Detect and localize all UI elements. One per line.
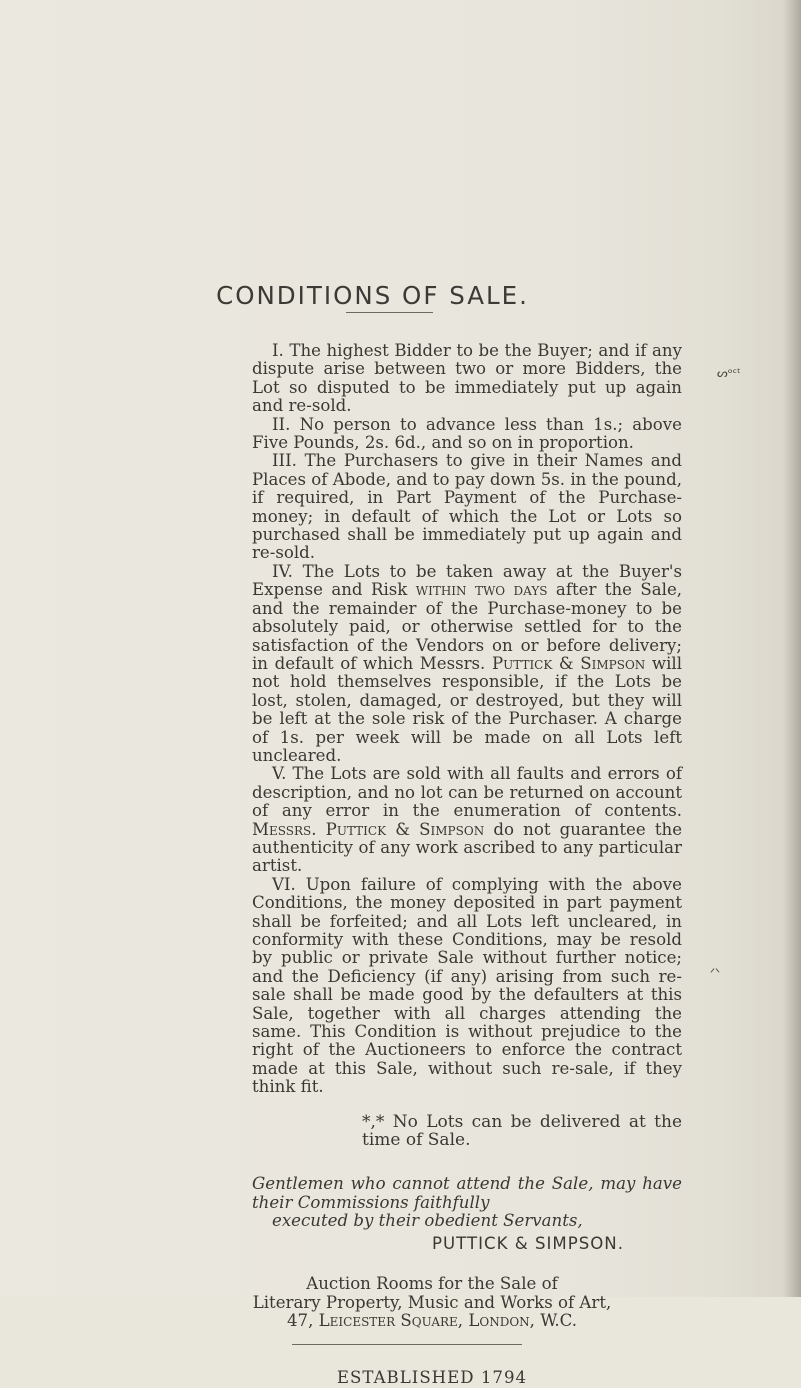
condition-numeral: VI. [272, 874, 296, 894]
condition-4 [252, 563, 682, 765]
condition-text: after the Sale, and the remainder of the Purchase-money to be absolutely paid, or otherwise settled for to the satisfaction of the Vendors on or before delivery; in default of which Messrs. [252, 580, 683, 673]
firm-name: PUTTICK & SIMPSON. [431, 1233, 624, 1253]
condition-text: The Lots to be taken away at the Buyer's Expense and Risk [252, 561, 682, 600]
condition-5 [252, 765, 682, 875]
firm-name-inline: Puttick & Simpson [491, 653, 646, 673]
title-rule [346, 312, 433, 313]
condition-text: do not guarantee the authenticity of any work ascribed to any particular artist. [252, 819, 683, 876]
page-edge-shadow [783, 0, 801, 1297]
condition-text: The Lots are sold with all faults and errors of description, and no lot can be returned on account of any error in the enumeration of contents. [252, 764, 682, 821]
condition-numeral: I. [272, 341, 284, 360]
address-district: W.C. [540, 1310, 578, 1330]
page-title: CONDITIONS OF SALE. [216, 281, 529, 310]
condition-numeral: IV. [272, 561, 293, 581]
condition-1 [252, 342, 682, 416]
auction-rooms [252, 1275, 682, 1330]
condition-text: will not hold themselves responsible, if the Lots be lost, stolen, damaged, or destroyed, but they will be left at the sole risk of the Purchaser. A charge of 1s. per week will be made on all Lots left uncleared. [252, 653, 683, 765]
condition-3 [252, 452, 682, 562]
signoff-line-1: Gentlemen who cannot attend the Sale, may have their Commissions faithfully [252, 1174, 682, 1212]
condition-numeral: III. [272, 451, 297, 471]
delivery-notice: *,* No Lots can be delivered at the time of Sale. [362, 1111, 682, 1151]
condition-2 [252, 416, 682, 453]
condition-text: No person to advance less than 1s.; above Five Pounds, 2s. 6d., and so on in proportion. [252, 414, 682, 453]
condition-numeral: II. [272, 414, 291, 434]
condition-text: Upon failure of complying with the above Conditions, the money deposited in part payment shall be forfeited; and all Lots left uncleared, in conformity with these Conditions, may be resold by public or private Sale without further notice; and the Deficiency (if any) arising from such re-sale shall be made good by the defaulters at this Sale, together with all charges attending the same. This Condition is without prejudice to the right of the Auctioneers to enforce the contract made at this Sale, without such re-sale, if they think fit. [252, 874, 682, 1097]
condition-numeral: V. [272, 764, 287, 784]
condition-text: The highest Bidder to be the Buyer; and if any dispute arise between two or more Bidders, the Lot so disputed to be immediately put up again and re-sold. [252, 341, 682, 416]
rooms-line-1: Auction Rooms for the Sale of [306, 1274, 558, 1294]
signoff-line-2: executed by their obedient Servants, [272, 1211, 583, 1231]
condition-text-smallcaps: within two days [415, 580, 548, 600]
address-number: 47, [286, 1310, 314, 1330]
rooms-line-2: Literary Property, Music and Works of Art, [252, 1292, 612, 1312]
condition-6 [252, 876, 682, 1097]
firm-name-inline: Messrs. Puttick & Simpson [252, 819, 485, 839]
established-line: ESTABLISHED 1794 [336, 1368, 528, 1388]
signoff [252, 1175, 682, 1230]
margin-handwriting-mark: ᔕᵒᶜᵗ [717, 366, 741, 380]
conditions-body [252, 342, 682, 1388]
address-street: Leicester Square, London, [318, 1310, 535, 1330]
condition-text: The Purchasers to give in their Names and Places of Abode, and to pay down 5s. in the pound, if required, in Part Payment of the Purchase-money; in default of which the Lot or Lots so purchased shall be immediately put up again and re-sold. [252, 451, 682, 563]
margin-handwriting-mark: ᐟᐠ [710, 966, 721, 980]
address-rule [292, 1344, 522, 1345]
